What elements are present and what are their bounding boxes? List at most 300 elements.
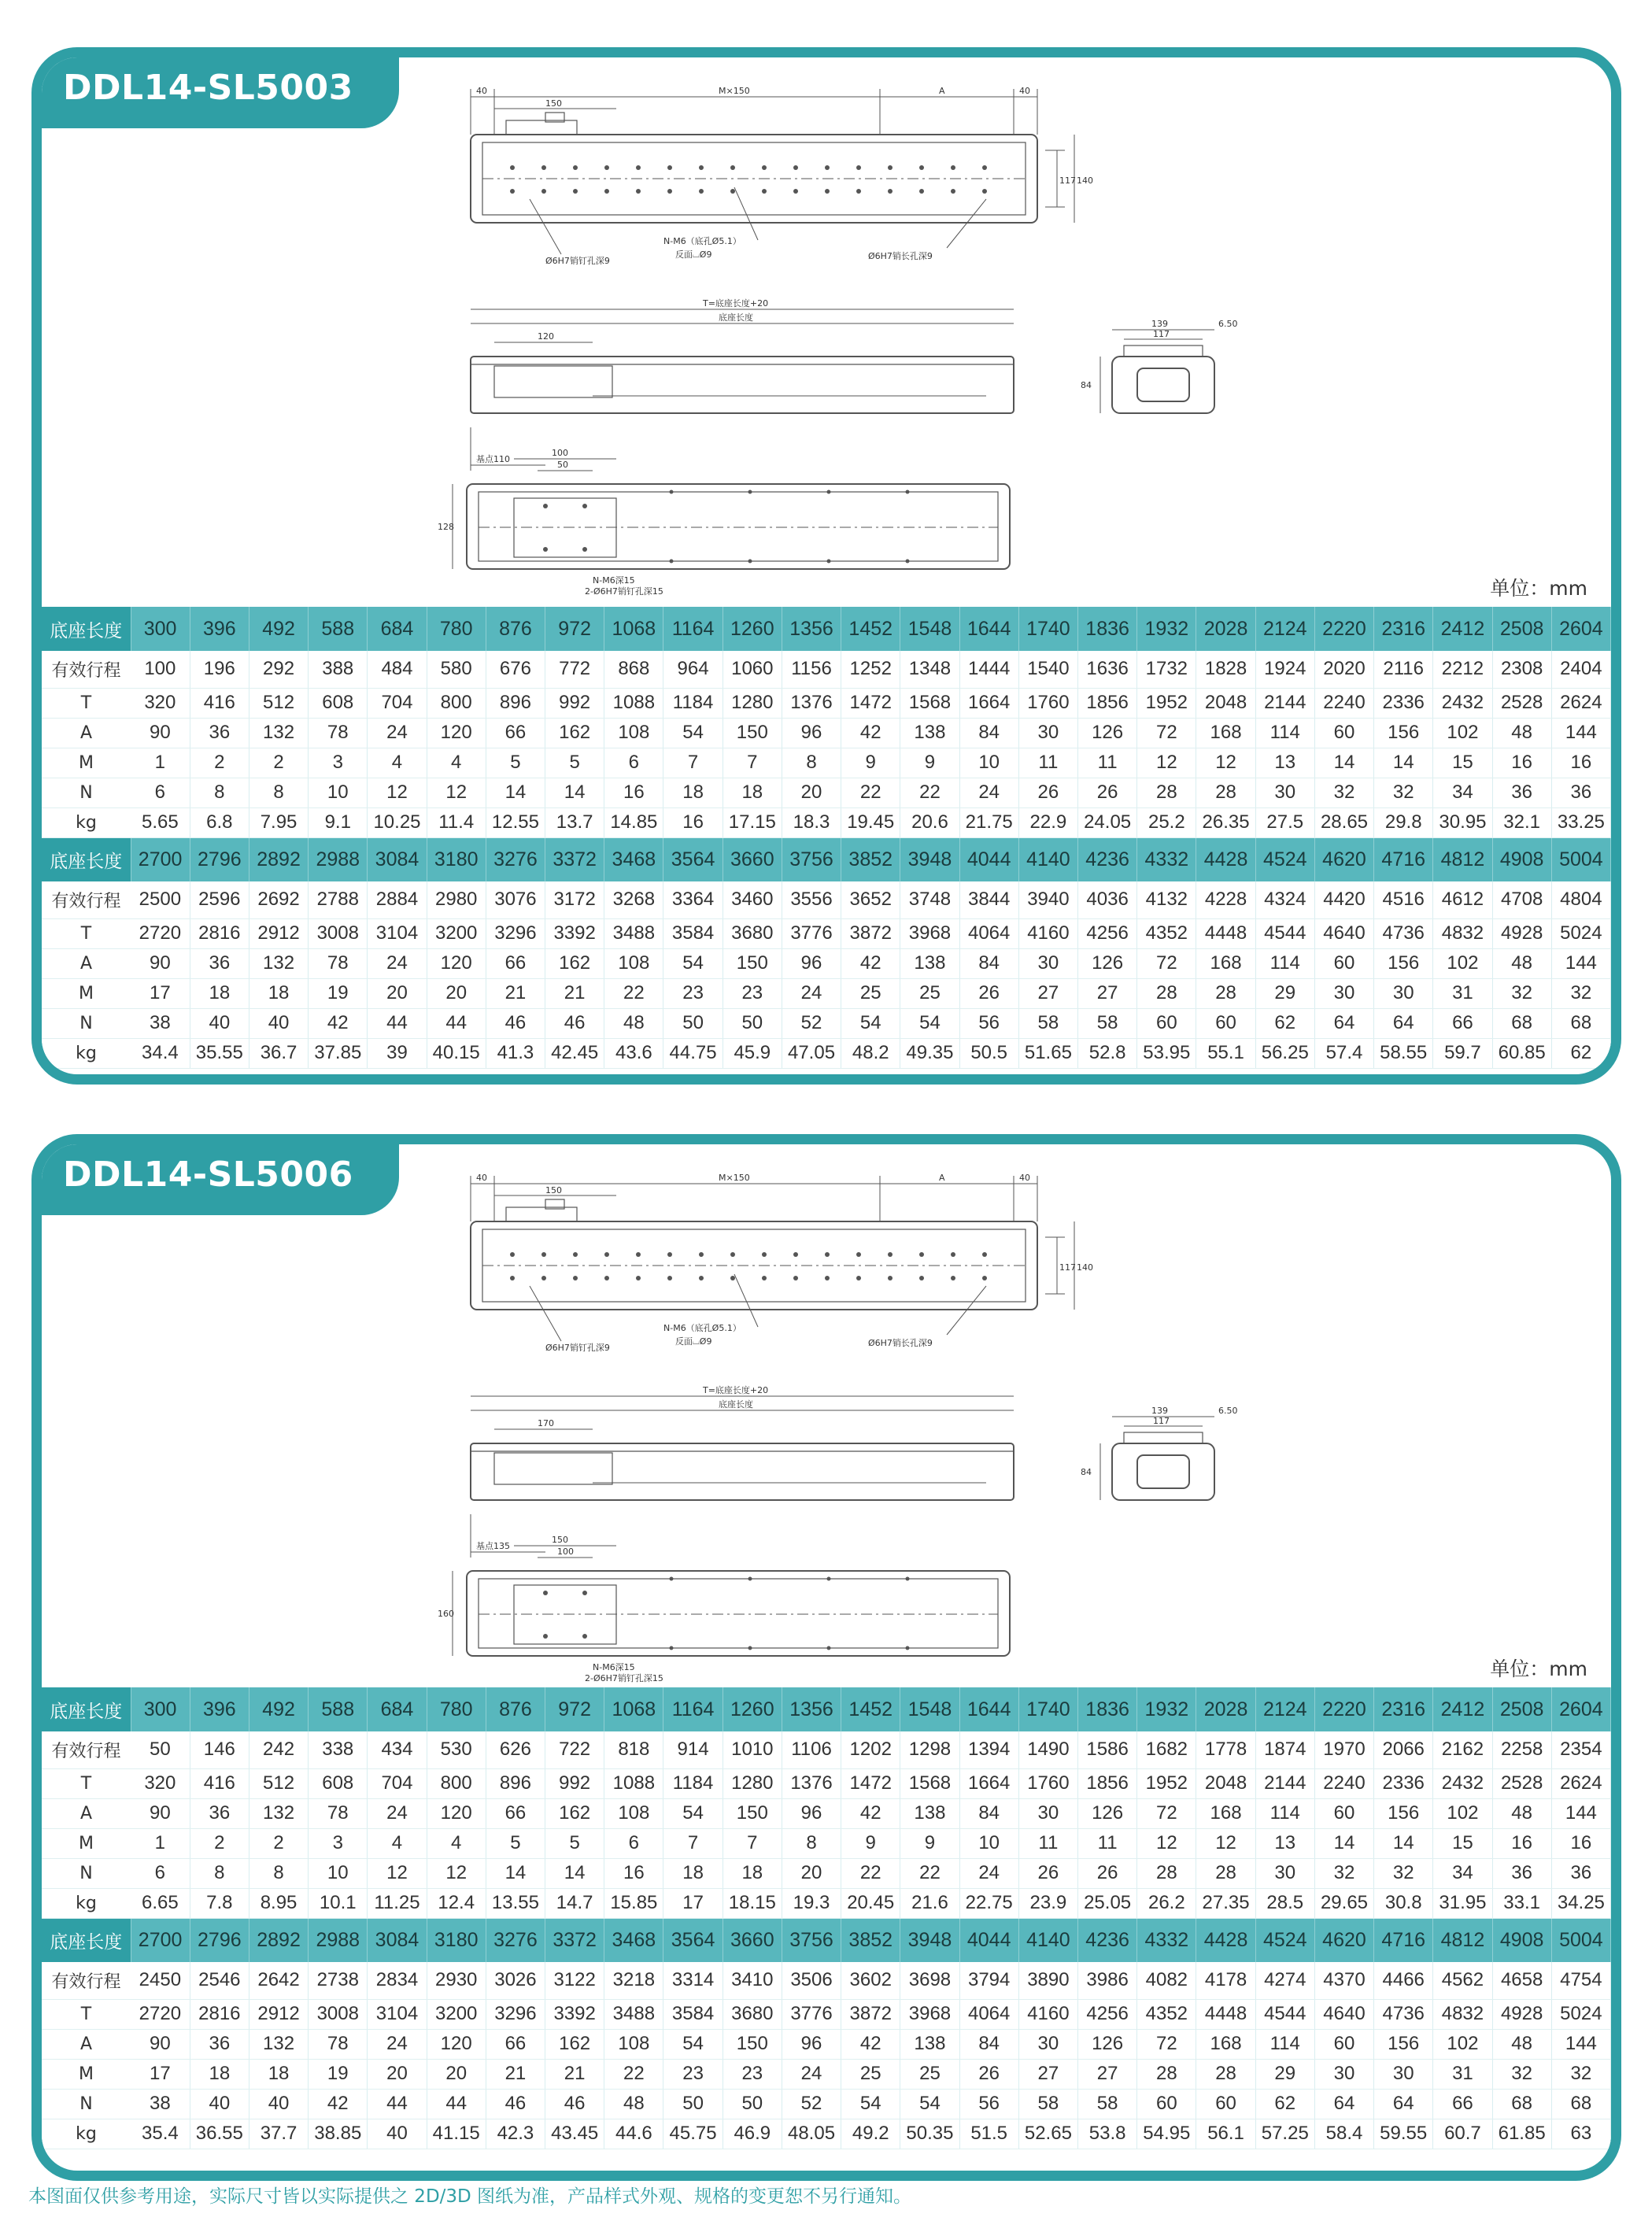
header-cell: 3564	[663, 837, 723, 881]
header-cell: 1644	[959, 1687, 1018, 1731]
table-cell: 144	[1551, 1798, 1610, 1828]
table-cell: 10	[309, 778, 368, 807]
table-cell: 24.05	[1078, 807, 1137, 837]
table-cell: 1472	[841, 688, 900, 718]
bottom-view	[453, 1546, 1010, 1656]
table-cell: 60	[1314, 2029, 1373, 2059]
table-cell: 120	[427, 948, 486, 978]
row-label: 底座长度	[42, 837, 131, 881]
table-cell: 2212	[1433, 651, 1492, 688]
table-cell: 33.1	[1492, 1888, 1551, 1918]
table-cell: 108	[604, 948, 663, 978]
table-cell: 26.35	[1196, 807, 1255, 837]
table-cell: 20.6	[900, 807, 959, 837]
table-cell: 2884	[368, 881, 427, 918]
header-cell: 876	[486, 607, 545, 651]
table-cell: 15.85	[604, 1888, 663, 1918]
table-cell: 6.8	[190, 807, 249, 837]
table-cell: 14	[1314, 1828, 1373, 1858]
header-cell: 5004	[1551, 837, 1610, 881]
header-cell: 3180	[427, 1918, 486, 1962]
table-cell: 25	[900, 2059, 959, 2089]
header-cell: 4428	[1196, 837, 1255, 881]
table-cell: 26.2	[1137, 1888, 1196, 1918]
table-row	[42, 1798, 1611, 1828]
table-cell: 32	[1551, 978, 1610, 1008]
top-view	[471, 89, 1074, 254]
table-cell: 3844	[959, 881, 1018, 918]
table-cell: 1924	[1255, 651, 1314, 688]
model-title-tab: DDL14-SL5003	[31, 47, 399, 128]
table-cell: 18	[249, 978, 308, 1008]
table-cell: 30.95	[1433, 807, 1492, 837]
table-cell: 4448	[1196, 1999, 1255, 2029]
header-cell: 1068	[604, 607, 663, 651]
table-cell: 17	[131, 2059, 190, 2089]
table-cell: 38	[131, 2089, 190, 2119]
table-cell: 20.45	[841, 1888, 900, 1918]
table-cell: 1088	[604, 1768, 663, 1798]
table-cell: 24	[782, 978, 841, 1008]
table-cell: 18	[190, 978, 249, 1008]
table-cell: 11	[1018, 1828, 1077, 1858]
table-cell: 156	[1374, 718, 1433, 748]
table-cell: 23	[663, 2059, 723, 2089]
table-cell: 40	[190, 1008, 249, 1038]
table-cell: 54	[663, 1798, 723, 1828]
table-cell: 60	[1314, 718, 1373, 748]
table-cell: 48	[1492, 948, 1551, 978]
table-cell: 12.4	[427, 1888, 486, 1918]
table-cell: 78	[309, 1798, 368, 1828]
table-cell: 78	[309, 718, 368, 748]
table-cell: 27	[1018, 2059, 1077, 2089]
table-cell: 1280	[723, 1768, 782, 1798]
table-cell: 2500	[131, 881, 190, 918]
table-cell: 3008	[309, 918, 368, 948]
table-cell: 68	[1551, 2089, 1610, 2119]
table-cell: 3122	[545, 1962, 604, 1999]
row-label: M	[42, 978, 131, 1008]
header-cell: 3276	[486, 1918, 545, 1962]
table-cell: 32	[1374, 778, 1433, 807]
table-cell: 12	[368, 1858, 427, 1888]
dim-139: 139	[1151, 1406, 1168, 1416]
note-counterbore: 反面⌴Ø9	[675, 249, 712, 260]
table-cell: 13.55	[486, 1888, 545, 1918]
table-cell: 48	[1492, 718, 1551, 748]
table-cell: 196	[190, 651, 249, 688]
table-cell: 22	[841, 1858, 900, 1888]
table-cell: 1156	[782, 651, 841, 688]
header-cell: 3372	[545, 1918, 604, 1962]
table-cell: 1202	[841, 1731, 900, 1768]
table-cell: 530	[427, 1731, 486, 1768]
row-label: T	[42, 1768, 131, 1798]
table-cell: 47.05	[782, 1038, 841, 1068]
table-cell: 48.2	[841, 1038, 900, 1068]
table-cell: 3218	[604, 1962, 663, 1999]
table-cell: 2738	[309, 1962, 368, 1999]
row-label: N	[42, 1008, 131, 1038]
table-cell: 14	[1374, 1828, 1433, 1858]
table-cell: 5	[486, 1828, 545, 1858]
header-cell: 4140	[1018, 1918, 1077, 1962]
table-cell: 20	[782, 1858, 841, 1888]
header-cell: 2604	[1551, 607, 1610, 651]
table-cell: 320	[131, 1768, 190, 1798]
table-cell: 4352	[1137, 1999, 1196, 2029]
header-cell: 3468	[604, 837, 663, 881]
table-cell: 4	[427, 748, 486, 778]
table-cell: 19	[309, 978, 368, 1008]
table-cell: 64	[1314, 1008, 1373, 1038]
table-cell: 704	[368, 1768, 427, 1798]
end-view	[1100, 330, 1214, 413]
table-cell: 16	[604, 778, 663, 807]
table-cell: 28	[1196, 1858, 1255, 1888]
table-cell: 42	[309, 1008, 368, 1038]
table-cell: 26	[1018, 778, 1077, 807]
table-cell: 120	[427, 718, 486, 748]
table-cell: 4516	[1374, 881, 1433, 918]
table-cell: 63	[1551, 2119, 1610, 2149]
table-cell: 434	[368, 1731, 427, 1768]
dim-a: A	[939, 86, 945, 96]
table-cell: 3104	[368, 918, 427, 948]
table-cell: 1664	[959, 1768, 1018, 1798]
table-cell: 132	[249, 2029, 308, 2059]
table-cell: 3680	[723, 1999, 782, 2029]
table-cell: 388	[309, 651, 368, 688]
table-cell: 6	[131, 778, 190, 807]
table-cell: 4370	[1314, 1962, 1373, 1999]
table-cell: 40	[368, 2119, 427, 2149]
table-cell: 1682	[1137, 1731, 1196, 1768]
header-cell: 3372	[545, 837, 604, 881]
table-cell: 1636	[1078, 651, 1137, 688]
dim-117: 117	[1059, 1262, 1076, 1273]
table-cell: 4736	[1374, 918, 1433, 948]
dim-84: 84	[1081, 380, 1092, 390]
table-cell: 21	[545, 2059, 604, 2089]
table-row	[42, 1962, 1611, 1999]
table-cell: 4736	[1374, 1999, 1433, 2029]
table-cell: 162	[545, 948, 604, 978]
table-cell: 42	[309, 2089, 368, 2119]
dim-t-length: T=底座长度+20	[703, 1385, 769, 1395]
table-cell: 32	[1551, 2059, 1610, 2089]
table-cell: 22	[604, 978, 663, 1008]
table-cell: 58.4	[1314, 2119, 1373, 2149]
dim-a: A	[939, 1173, 945, 1183]
header-cell: 3564	[663, 1918, 723, 1962]
row-label: 底座长度	[42, 1918, 131, 1962]
table-cell: 3008	[309, 1999, 368, 2029]
table-cell: 8	[782, 1828, 841, 1858]
table-cell: 3680	[723, 918, 782, 948]
base-length-header-row	[42, 1687, 1611, 1731]
header-cell: 4332	[1137, 837, 1196, 881]
header-cell: 2124	[1255, 1687, 1314, 1731]
table-cell: 33.25	[1551, 807, 1610, 837]
table-cell: 1732	[1137, 651, 1196, 688]
header-cell: 3852	[841, 1918, 900, 1962]
row-label: A	[42, 948, 131, 978]
header-cell: 588	[309, 1687, 368, 1731]
table-cell: 7	[723, 748, 782, 778]
table-cell: 72	[1137, 948, 1196, 978]
table-cell: 4132	[1137, 881, 1196, 918]
table-cell: 14	[1374, 748, 1433, 778]
table-cell: 4562	[1433, 1962, 1492, 1999]
table-cell: 90	[131, 2029, 190, 2059]
table-cell: 15	[1433, 1828, 1492, 1858]
dim-datum: 基点110	[476, 454, 510, 464]
header-cell: 4044	[959, 837, 1018, 881]
table-cell: 9	[900, 1828, 959, 1858]
table-cell: 1540	[1018, 651, 1077, 688]
header-cell: 4044	[959, 1918, 1018, 1962]
table-cell: 3872	[841, 918, 900, 948]
header-cell: 492	[249, 1687, 308, 1731]
table-cell: 32	[1314, 778, 1373, 807]
table-cell: 50	[131, 1731, 190, 1768]
table-cell: 1856	[1078, 1768, 1137, 1798]
table-cell: 2624	[1551, 688, 1610, 718]
table-cell: 1088	[604, 688, 663, 718]
table-cell: 16	[663, 807, 723, 837]
header-cell: 1356	[782, 607, 841, 651]
table-cell: 3968	[900, 1999, 959, 2029]
table-cell: 12	[1196, 748, 1255, 778]
table-cell: 60	[1196, 1008, 1255, 1038]
table-cell: 16	[1551, 1828, 1610, 1858]
table-cell: 19.3	[782, 1888, 841, 1918]
table-cell: 2930	[427, 1962, 486, 1999]
table-cell: 292	[249, 651, 308, 688]
table-cell: 126	[1078, 718, 1137, 748]
header-cell: 1548	[900, 607, 959, 651]
table-cell: 66	[486, 2029, 545, 2059]
table-cell: 14.7	[545, 1888, 604, 1918]
table-cell: 84	[959, 1798, 1018, 1828]
dim-carriage: 170	[538, 1418, 554, 1428]
header-cell: 1740	[1018, 607, 1077, 651]
table-cell: 2144	[1255, 1768, 1314, 1798]
table-cell: 2596	[190, 881, 249, 918]
table-cell: 37.7	[249, 2119, 308, 2149]
table-cell: 59.55	[1374, 2119, 1433, 2149]
header-cell: 4620	[1314, 837, 1373, 881]
table-cell: 68	[1492, 2089, 1551, 2119]
table-cell: 6	[604, 748, 663, 778]
table-cell: 2	[249, 1828, 308, 1858]
table-cell: 25.2	[1137, 807, 1196, 837]
table-cell: 1376	[782, 688, 841, 718]
header-cell: 3948	[900, 837, 959, 881]
table-cell: 114	[1255, 948, 1314, 978]
table-cell: 1010	[723, 1731, 782, 1768]
table-cell: 868	[604, 651, 663, 688]
table-cell: 3488	[604, 918, 663, 948]
header-cell: 4140	[1018, 837, 1077, 881]
header-cell: 1932	[1137, 1687, 1196, 1731]
table-cell: 4082	[1137, 1962, 1196, 1999]
table-cell: 40.15	[427, 1038, 486, 1068]
table-cell: 626	[486, 1731, 545, 1768]
table-cell: 126	[1078, 948, 1137, 978]
note-m6-holes: N-M6深15	[593, 575, 635, 586]
table-cell: 2816	[190, 918, 249, 948]
table-cell: 24	[959, 778, 1018, 807]
table-cell: 28	[1137, 778, 1196, 807]
row-label: kg	[42, 1888, 131, 1918]
table-cell: 12	[1137, 1828, 1196, 1858]
header-cell: 1548	[900, 1687, 959, 1731]
table-cell: 2	[249, 748, 308, 778]
table-cell: 51.5	[959, 2119, 1018, 2149]
table-cell: 18	[723, 1858, 782, 1888]
table-cell: 22	[900, 778, 959, 807]
table-cell: 12	[427, 778, 486, 807]
table-cell: 41.15	[427, 2119, 486, 2149]
header-cell: 2220	[1314, 1687, 1373, 1731]
table-cell: 3026	[486, 1962, 545, 1999]
table-cell: 4352	[1137, 918, 1196, 948]
table-cell: 10.1	[309, 1888, 368, 1918]
row-label: N	[42, 778, 131, 807]
table-cell: 25	[841, 2059, 900, 2089]
table-cell: 5024	[1551, 1999, 1610, 2029]
header-cell: 2604	[1551, 1687, 1610, 1731]
dim-base-length: 底座长度	[719, 1399, 753, 1410]
table-cell: 3392	[545, 1999, 604, 2029]
table-cell: 36	[1492, 778, 1551, 807]
row-label: M	[42, 748, 131, 778]
table-row	[42, 1008, 1611, 1038]
table-cell: 120	[427, 1798, 486, 1828]
table-cell: 11	[1078, 748, 1137, 778]
table-cell: 992	[545, 1768, 604, 1798]
table-cell: 58	[1078, 1008, 1137, 1038]
header-cell: 2508	[1492, 607, 1551, 651]
header-cell: 2220	[1314, 607, 1373, 651]
row-label: M	[42, 1828, 131, 1858]
dim-6-50: 6.50	[1218, 1406, 1238, 1416]
row-label: T	[42, 1999, 131, 2029]
dim-m150: M×150	[719, 1173, 750, 1183]
header-cell: 5004	[1551, 1918, 1610, 1962]
table-cell: 2308	[1492, 651, 1551, 688]
table-cell: 8	[190, 1858, 249, 1888]
header-cell: 3660	[723, 1918, 782, 1962]
table-row	[42, 2119, 1611, 2149]
table-cell: 29	[1255, 2059, 1314, 2089]
table-row	[42, 1731, 1611, 1768]
table-cell: 4064	[959, 1999, 1018, 2029]
table-cell: 13	[1255, 748, 1314, 778]
table-cell: 4064	[959, 918, 1018, 948]
table-cell: 90	[131, 1798, 190, 1828]
table-cell: 580	[427, 651, 486, 688]
table-cell: 66	[486, 948, 545, 978]
table-cell: 43.6	[604, 1038, 663, 1068]
table-row	[42, 778, 1611, 807]
table-cell: 22	[604, 2059, 663, 2089]
table-cell: 16	[1492, 748, 1551, 778]
dim-50: 100	[557, 1547, 574, 1557]
table-cell: 156	[1374, 1798, 1433, 1828]
table-cell: 10	[309, 1858, 368, 1888]
table-cell: 4420	[1314, 881, 1373, 918]
table-cell: 38.85	[309, 2119, 368, 2149]
table-cell: 2240	[1314, 1768, 1373, 1798]
table-cell: 150	[723, 718, 782, 748]
header-cell: 1356	[782, 1687, 841, 1731]
table-cell: 772	[545, 651, 604, 688]
header-cell: 1068	[604, 1687, 663, 1731]
table-cell: 12	[427, 1858, 486, 1888]
table-cell: 46.9	[723, 2119, 782, 2149]
table-cell: 8.95	[249, 1888, 308, 1918]
table-cell: 5	[486, 748, 545, 778]
table-cell: 42.3	[486, 2119, 545, 2149]
table-cell: 2816	[190, 1999, 249, 2029]
table-cell: 108	[604, 718, 663, 748]
header-cell: 1740	[1018, 1687, 1077, 1731]
header-cell: 1164	[663, 1687, 723, 1731]
table-cell: 36.55	[190, 2119, 249, 2149]
table-cell: 4928	[1492, 1999, 1551, 2029]
table-cell: 18	[249, 2059, 308, 2089]
table-cell: 1664	[959, 688, 1018, 718]
table-cell: 1376	[782, 1768, 841, 1798]
table-cell: 102	[1433, 948, 1492, 978]
table-cell: 102	[1433, 1798, 1492, 1828]
table-cell: 28	[1137, 978, 1196, 1008]
table-cell: 56.25	[1255, 1038, 1314, 1068]
table-cell: 168	[1196, 948, 1255, 978]
table-cell: 22	[841, 778, 900, 807]
row-label: 有效行程	[42, 1731, 131, 1768]
table-cell: 138	[900, 1798, 959, 1828]
base-length-header-row	[42, 837, 1611, 881]
table-cell: 2048	[1196, 1768, 1255, 1798]
table-cell: 64	[1314, 2089, 1373, 2119]
table-cell: 22	[900, 1858, 959, 1888]
header-cell: 4812	[1433, 1918, 1492, 1962]
header-cell: 4332	[1137, 1918, 1196, 1962]
dim-150: 150	[545, 98, 562, 109]
table-cell: 44.75	[663, 1038, 723, 1068]
table-cell: 11.4	[427, 807, 486, 837]
table-cell: 18.15	[723, 1888, 782, 1918]
header-cell: 4716	[1374, 837, 1433, 881]
table-cell: 90	[131, 948, 190, 978]
table-cell: 52	[782, 2089, 841, 2119]
table-cell: 2354	[1551, 1731, 1610, 1768]
header-cell: 2508	[1492, 1687, 1551, 1731]
table-cell: 608	[309, 688, 368, 718]
row-label: A	[42, 1798, 131, 1828]
table-cell: 30	[1255, 778, 1314, 807]
table-cell: 23	[723, 978, 782, 1008]
table-cell: 36	[190, 948, 249, 978]
dim-128: 128	[438, 522, 454, 532]
table-cell: 5	[545, 1828, 604, 1858]
table-cell: 17	[663, 1888, 723, 1918]
